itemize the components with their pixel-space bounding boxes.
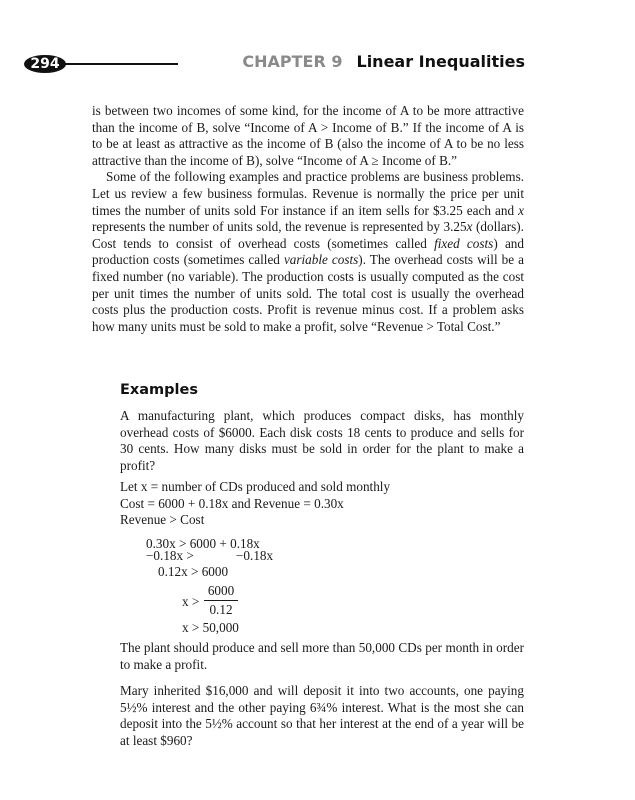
fraction-numerator: 6000 — [207, 583, 235, 598]
step-5: x > 50,000 — [182, 620, 239, 635]
intro-text — [92, 103, 524, 335]
examples-heading: Examples — [120, 382, 198, 398]
page-header — [0, 0, 635, 80]
page-number: 294 — [24, 55, 66, 73]
revenue-line: Revenue > Cost — [120, 512, 205, 528]
intro-paragraph-2: Some of the following examples and practice problems are business problems. Let us review a few business formulas. Revenue is normally the price per unit times the number of units sold For instance if an item sells for $3.25 each and x represents the number of units sold, the revenue is represented by 3.25x (dollars). Cost tends to consist of overhead costs (sometimes called fixed costs) and production costs (sometimes called variable costs). The overhead costs will be a fixed number (no variable). The production costs is usually computed as the cost per unit times the number of units sold. The total cost is usually the overhead costs plus the production costs. Profit is revenue minus cost. If a problem asks how many units must be sold to make a profit, solve “Revenue > Total Cost.” — [92, 169, 524, 334]
chapter-title: Linear Inequalities — [356, 52, 525, 71]
fraction-bar — [204, 600, 238, 601]
example-1-setup — [120, 479, 524, 529]
example-2-problem: Mary inherited $16,000 and will deposit it into two accounts, one paying 5½% interest and the other paying 6¾% interest. What is the most she can deposit into the 5½% account so that her interest at the end of a year will be at least $960? — [120, 683, 524, 748]
example-1-problem: A manufacturing plant, which produces compact disks, has monthly overhead costs of $6000. Each disk costs 18 cents to produce and sells for 30 cents. How many disks must be sold in order for the plant to make a profit? — [120, 408, 524, 473]
running-head — [242, 52, 525, 71]
fraction-denominator: 0.12 — [209, 602, 233, 617]
let-line: Let x = number of CDs produced and sold monthly — [120, 479, 391, 494]
step-3: 0.12x > 6000 — [158, 564, 229, 579]
example-1-answer: The plant should produce and sell more than 50,000 CDs per month in order to make a profit. — [120, 640, 524, 672]
cost-line: Cost = 6000 + 0.18x and Revenue = 0.30x — [120, 495, 344, 511]
step-2-right: −0.18x — [236, 548, 274, 563]
intro-paragraph-1: is between two incomes of some kind, for the income of A to be more attractive than the income of B, solve “Income of A > Income of B.” If the income of A is to be at least as attractive as the income of B (also the income of A to be no less attractive than the income of B), solve “Income of A ≥ Income of B.” — [92, 103, 524, 168]
step-1: 0.30x > 6000 + 0.18x — [146, 536, 260, 551]
step-4-lhs: x > — [182, 594, 200, 609]
step-2-left: −0.18x > — [146, 548, 194, 563]
chapter-label: CHAPTER 9 — [242, 52, 343, 71]
header-rule — [58, 63, 178, 65]
